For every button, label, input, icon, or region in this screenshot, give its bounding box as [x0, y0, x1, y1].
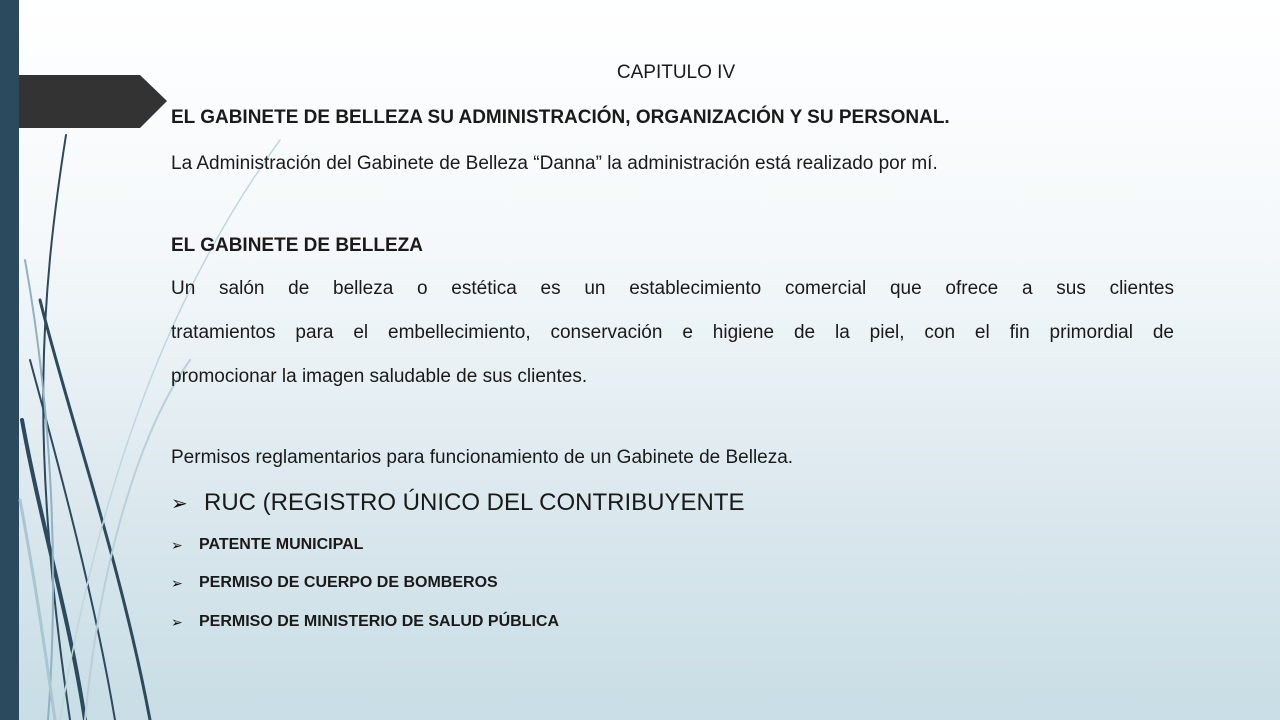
arrow-bullet-icon: ➢ [171, 613, 183, 630]
permits-title: Permisos reglamentarios para funcionamiento de un Gabinete de Belleza. [171, 447, 794, 468]
paragraph-line: Un salón de belleza o estética es un establecimiento comercial que ofrece a sus clientes [171, 278, 1174, 299]
slide-heading: EL GABINETE DE BELLEZA SU ADMINISTRACIÓN, ORGANIZACIÓN Y SU PERSONAL. [171, 107, 950, 128]
arrow-bullet-icon: ➢ [171, 492, 188, 515]
bullet-text: PERMISO DE MINISTERIO DE SALUD PÚBLICA [199, 613, 560, 630]
bullet-text: PERMISO DE CUERPO DE BOMBEROS [199, 574, 498, 591]
bullet-text: RUC (REGISTRO ÚNICO DEL CONTRIBUYENTE [204, 489, 745, 516]
slide-content [171, 0, 1181, 720]
bullet-item [171, 613, 559, 631]
arrow-bullet-icon: ➢ [171, 536, 183, 553]
bullet-item [171, 574, 498, 592]
paragraph-line: tratamientos para el embellecimiento, conservación e higiene de la piel, con el fin primordial de [171, 322, 1174, 343]
chapter-label: CAPITULO IV [616, 62, 736, 83]
section-title: EL GABINETE DE BELLEZA [171, 235, 423, 256]
paragraph-line: promocionar la imagen saludable de sus clientes. [171, 366, 588, 387]
arrow-bullet-icon: ➢ [171, 574, 183, 591]
title-tab-shape [19, 75, 167, 128]
intro-text: La Administración del Gabinete de Belleza “Danna” la administración está realizado por mí. [171, 153, 938, 174]
bullet-text: PATENTE MUNICIPAL [199, 536, 364, 553]
bullet-item [171, 489, 744, 517]
bullet-item [171, 536, 363, 554]
left-accent-stripe [0, 0, 19, 720]
